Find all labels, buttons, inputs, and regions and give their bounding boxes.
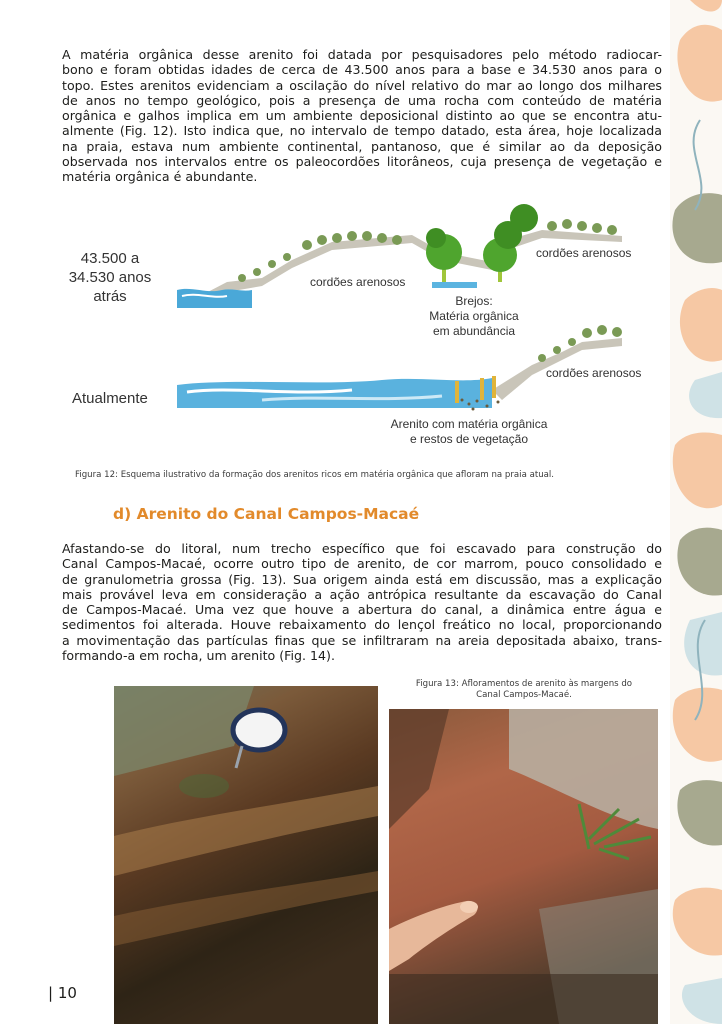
text-line: Canal Campos-Macaé, ocorre outro tipo de arenito, de cor marrom, pouco consolidado e bbox=[62, 556, 662, 572]
cordoes-present-label: cordões arenosos bbox=[546, 366, 642, 380]
text-line: bono e foram obtidas idades de cerca de 43.500 anos para a base e 34.530 anos para o bbox=[62, 62, 662, 78]
present-sea bbox=[177, 378, 492, 408]
text-line: na praia, estava num ambiente continental, pantanoso, que é similar ao da deposição bbox=[62, 138, 662, 154]
present-label: Atualmente bbox=[72, 390, 148, 407]
arenito-label: Arenito com matéria orgânica bbox=[390, 417, 548, 431]
figure-12-diagram bbox=[62, 200, 662, 460]
brejos-label: Matéria orgânica bbox=[429, 309, 519, 323]
past-age-label: atrás bbox=[93, 288, 127, 305]
text-line: de anos no tempo geológico, pois a presença de uma rocha com conteúdo de matéria bbox=[62, 92, 662, 108]
text-line: formando-a em rocha, um arenito (Fig. 14). bbox=[62, 648, 335, 664]
text-line: mais provável leva em consideração a ação antrópica resultante da escavação do Canal bbox=[62, 586, 662, 602]
text-line: observada nos intervalos entre os paleocordões litorâneos, cuja presença de vegetação e bbox=[62, 154, 662, 170]
text-line: A matéria orgânica desse arenito foi datada por pesquisadores pelo método radiocar- bbox=[62, 47, 662, 62]
text-line: de granulometria grossa (Fig. 13). Sua origem ainda está em discussão, mas a explicação bbox=[62, 571, 662, 587]
section-heading: d) Arenito do Canal Campos-Macaé bbox=[113, 505, 420, 523]
text-line: de Campos-Macaé. Uma vez que houve a abertura do canal, a dinâmica entre água e bbox=[62, 602, 662, 618]
page-number: | 10 bbox=[48, 984, 77, 1002]
outcrop-photo-left bbox=[114, 686, 378, 1024]
past-profile bbox=[69, 204, 632, 338]
past-age-label: 43.500 a bbox=[80, 250, 140, 267]
text-line: sedimentos foi alterada. Houve rebaixamento do lençol freático no local, proporcionando bbox=[62, 617, 662, 633]
text-line: matéria orgânica é abundante. bbox=[62, 169, 258, 185]
decorative-side-pattern bbox=[670, 0, 722, 1024]
text-line: orgânica e galhos implica em um ambiente deposicional distinto ao que se encontra atu- bbox=[62, 108, 662, 124]
caption-line: Figura 13: Afloramentos de arenito às margens do bbox=[415, 679, 633, 689]
brejo-water bbox=[432, 282, 477, 288]
caption-line: Canal Campos-Macaé. bbox=[476, 690, 572, 700]
past-age-label: 34.530 anos bbox=[68, 269, 152, 286]
figure-13-caption bbox=[388, 679, 660, 701]
cordoes-right-label: cordões arenosos bbox=[536, 246, 632, 260]
text-line: almente (Fig. 12). Isto indica que, no intervalo de tempo datado, esta área, hoje localizada bbox=[62, 123, 662, 139]
canal-paragraph bbox=[62, 541, 662, 663]
cordoes-left-label: cordões arenosos bbox=[310, 275, 406, 289]
present-profile bbox=[72, 325, 641, 446]
figure-12-caption: Figura 12: Esquema ilustrativo da formação dos arenitos ricos em matéria orgânica que afloram na praia atual. bbox=[75, 470, 555, 480]
intro-paragraph bbox=[62, 47, 662, 185]
brejos-label: Brejos: bbox=[455, 294, 493, 308]
text-line: Afastando-se do litoral, num trecho específico que foi escavado para construção do bbox=[62, 541, 662, 556]
arenito-label: e restos de vegetação bbox=[409, 432, 529, 446]
brejos-label: em abundância bbox=[432, 324, 516, 338]
past-sea bbox=[177, 289, 252, 308]
outcrop-photo-right bbox=[389, 709, 658, 1024]
text-line: a movimentação das partículas finas que se infiltraram na areia depositada abaixo, trans- bbox=[62, 632, 662, 648]
text-line: topo. Estes arenitos evidenciam a oscilação do nível relativo do mar ao longo dos milhares bbox=[62, 77, 662, 93]
